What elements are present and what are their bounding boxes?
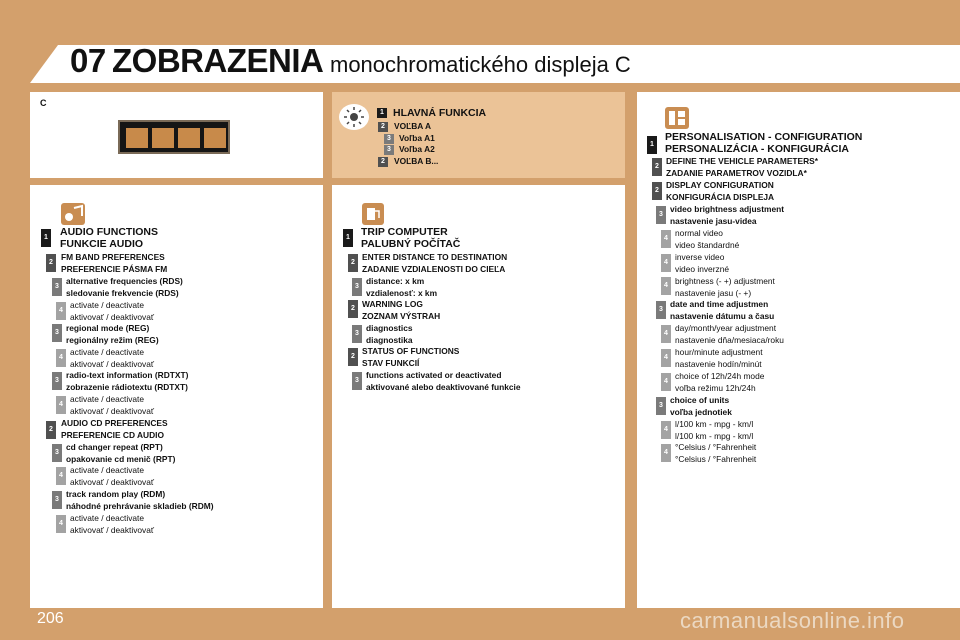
personalisation-item: normal video video štandardné — [675, 228, 740, 250]
audio-item: AUDIO CD PREFERENCES PREFERENCIE CD AUDIO — [61, 418, 168, 440]
level-badge: 3 — [384, 134, 394, 144]
monochrome-display-image — [118, 120, 230, 154]
trip-item: distance: x km vzdialenosť: x km — [366, 276, 438, 298]
level-badge: 4 — [56, 467, 66, 485]
audio-item: FM BAND PREFERENCES PREFERENCIE PÁSMA FM — [61, 252, 168, 274]
display-label: C — [40, 98, 47, 108]
level-badge: 3 — [352, 372, 362, 390]
level-badge: 4 — [661, 373, 671, 391]
level-badge: 1 — [647, 136, 657, 154]
level-badge: 2 — [46, 421, 56, 439]
level-badge: 4 — [56, 302, 66, 320]
trip-heading: TRIP COMPUTER PALUBNÝ POČÍTAČ — [361, 226, 461, 250]
personalisation-item: choice of 12h/24h mode voľba režimu 12h/24h — [675, 371, 765, 393]
settings-sun-icon — [338, 102, 370, 132]
audio-item: regional mode (REG) regionálny režim (REG) — [66, 323, 159, 345]
audio-item: alternative frequencies (RDS) sledovanie frekvencie (RDS) — [66, 276, 183, 298]
level-badge: 4 — [661, 325, 671, 343]
level-badge: 2 — [378, 157, 388, 167]
personalisation-item: °Celsius / °Fahrenheit °Celsius / °Fahrenheit — [675, 442, 757, 464]
level-badge: 1 — [343, 229, 353, 247]
trip-computer-icon — [361, 202, 385, 226]
level-badge: 3 — [656, 301, 666, 319]
level-badge: 3 — [656, 397, 666, 415]
personalisation-item: inverse video video inverzné — [675, 252, 730, 274]
level-badge: 4 — [661, 230, 671, 248]
personalisation-item: date and time adjustmen nastavenie dátumu a času — [670, 299, 775, 321]
main-function-heading: HLAVNÁ FUNKCIA — [393, 107, 487, 119]
level-badge: 2 — [348, 254, 358, 272]
level-badge: 3 — [656, 206, 666, 224]
audio-item: cd changer repeat (RPT) opakovanie cd menič (RPT) — [66, 442, 176, 464]
level-badge: 4 — [661, 421, 671, 439]
audio-item: activate / deactivate aktivovať / deaktivovať — [70, 300, 155, 322]
watermark: carmanualsonline.info — [680, 608, 905, 633]
level-badge: 2 — [652, 182, 662, 200]
level-badge: 3 — [384, 145, 394, 155]
level-badge: 3 — [52, 324, 62, 342]
audio-item: radio-text information (RDTXT) zobrazenie rádiotextu (RDTXT) — [66, 370, 189, 392]
audio-item: activate / deactivate aktivovať / deaktivovať — [70, 394, 155, 416]
level-badge: 3 — [52, 491, 62, 509]
personalisation-item: choice of units voľba jednotiek — [670, 395, 732, 417]
audio-item: activate / deactivate aktivovať / deaktivovať — [70, 347, 155, 369]
audio-heading: AUDIO FUNCTIONS FUNKCIE AUDIO — [60, 226, 158, 250]
personalisation-item: DISPLAY CONFIGURATION KONFIGURÁCIA DISPLEJA — [666, 180, 775, 202]
level-badge: 2 — [348, 300, 358, 318]
main-function-item: Voľba A2 — [399, 144, 435, 154]
level-badge: 4 — [56, 515, 66, 533]
level-badge: 3 — [352, 325, 362, 343]
level-badge: 4 — [661, 349, 671, 367]
main-function-item: VOĽBA B... — [394, 156, 439, 166]
audio-item: track random play (RDM) náhodné prehrávanie skladieb (RDM) — [66, 489, 214, 511]
trip-item: ENTER DISTANCE TO DESTINATION ZADANIE VZDIALENOSTI DO CIEĽA — [362, 252, 508, 274]
audio-item: activate / deactivate aktivovať / deaktivovať — [70, 513, 155, 535]
page-number: 206 — [37, 610, 64, 627]
main-function-item: VOĽBA A — [394, 121, 432, 131]
audio-item: activate / deactivate aktivovať / deaktivovať — [70, 465, 155, 487]
trip-item: WARNING LOG ZOZNAM VÝSTRAH — [362, 299, 441, 321]
personalisation-icon — [664, 106, 690, 130]
trip-item: STATUS OF FUNCTIONS STAV FUNKCIÍ — [362, 346, 460, 368]
personalisation-item: brightness (- +) adjustment nastavenie jasu (- +) — [675, 276, 775, 298]
trip-item: diagnostics diagnostika — [366, 323, 413, 345]
level-badge: 2 — [46, 254, 56, 272]
level-badge: 2 — [652, 158, 662, 176]
chapter-title: ZOBRAZENIA — [112, 42, 324, 79]
main-function-panel — [332, 92, 625, 178]
level-badge: 1 — [377, 108, 387, 118]
trip-item: functions activated or deactivated aktivované alebo deaktivované funkcie — [366, 370, 521, 392]
personalisation-item: day/month/year adjustment nastavenie dňa/mesiaca/roku — [675, 323, 784, 345]
chapter-number: 07 — [70, 42, 106, 79]
level-badge: 4 — [661, 444, 671, 462]
level-badge: 2 — [378, 122, 388, 132]
level-badge: 4 — [661, 277, 671, 295]
main-function-item: Voľba A1 — [399, 133, 435, 143]
level-badge: 4 — [56, 349, 66, 367]
level-badge: 4 — [661, 254, 671, 272]
level-badge: 3 — [52, 372, 62, 390]
personalisation-heading: PERSONALISATION - CONFIGURATION PERSONALIZÁCIA - KONFIGURÁCIA — [665, 131, 863, 155]
level-badge: 3 — [52, 278, 62, 296]
personalisation-item: DEFINE THE VEHICLE PARAMETERS* ZADANIE PARAMETROV VOZIDLA* — [666, 156, 819, 178]
personalisation-item: l/100 km - mpg - km/l l/100 km - mpg - km/l — [675, 419, 754, 441]
audio-icon — [60, 202, 86, 226]
level-badge: 4 — [56, 396, 66, 414]
level-badge: 2 — [348, 348, 358, 366]
personalisation-item: video brightness adjustment nastavenie jasu-videa — [670, 204, 785, 226]
level-badge: 1 — [41, 229, 51, 247]
chapter-subtitle: monochromatického displeja C — [330, 52, 631, 77]
level-badge: 3 — [352, 278, 362, 296]
level-badge: 3 — [52, 444, 62, 462]
personalisation-item: hour/minute adjustment nastavenie hodín/minút — [675, 347, 763, 369]
